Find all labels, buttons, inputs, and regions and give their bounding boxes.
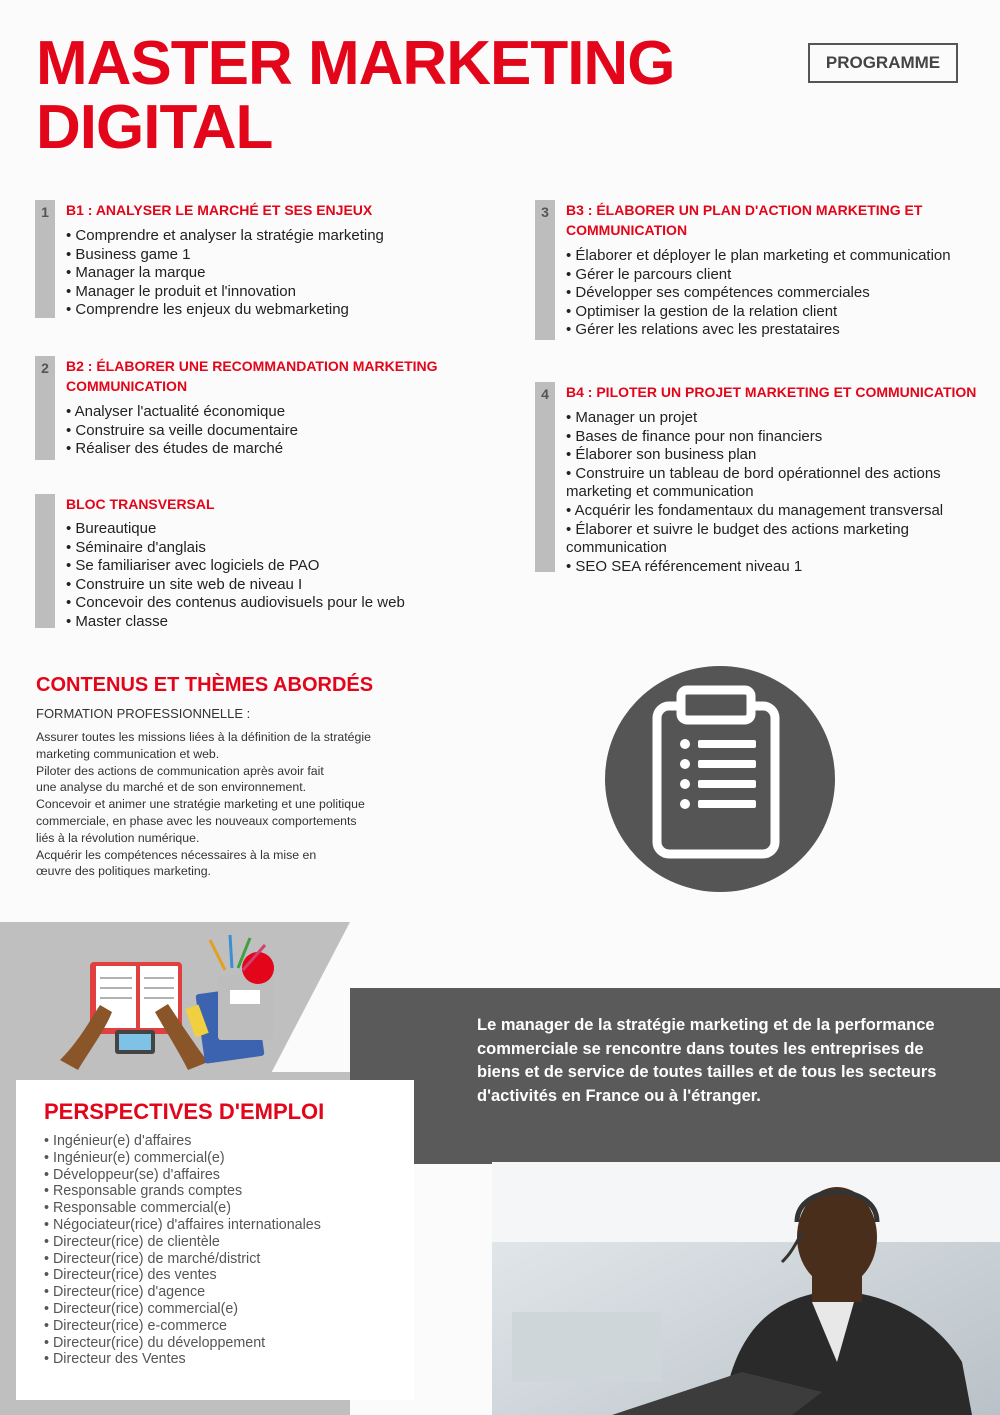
list-item: • Développer ses compétences commerciales <box>566 284 986 303</box>
title-line-2: DIGITAL <box>36 93 273 162</box>
perspectives-title: PERSPECTIVES D'EMPLOI <box>44 1099 325 1124</box>
list-item: • Manager la marque <box>66 264 384 283</box>
list-item: • Business game 1 <box>66 246 384 265</box>
programme-tag: PROGRAMME <box>808 43 958 83</box>
block-b1-title: B1 : ANALYSER LE MARCHÉ ET SES ENJEUX <box>66 202 373 218</box>
list-item: • Optimiser la gestion de la relation client <box>566 303 986 322</box>
list-item: • Réaliser des études de marché <box>66 440 298 459</box>
list-item: • Bases de finance pour non financiers <box>566 428 981 447</box>
list-item: • Directeur(rice) du développement <box>44 1335 321 1352</box>
manager-text: Le manager de la stratégie marketing et de la performance commerciale se rencontre dans toutes les entreprises de biens et de service de toutes tailles et de tous les secteurs d'activités en France ou à l'étranger. <box>477 1016 937 1105</box>
block-b3-list <box>566 247 986 340</box>
list-item: • Développeur(se) d'affaires <box>44 1167 321 1184</box>
contents-title: CONTENUS ET THÈMES ABORDÉS <box>36 674 374 696</box>
block-b1-number: 1 <box>41 204 49 220</box>
contents-line: liés à la révolution numérique. <box>36 830 200 845</box>
block-transversal-bar <box>35 494 55 628</box>
list-item: • Se familiariser avec logiciels de PAO <box>66 557 405 576</box>
block-b4-bar <box>535 382 555 572</box>
block-b4-number: 4 <box>541 386 549 402</box>
block-b2-title-line-1: B2 : ÉLABORER UNE RECOMMANDATION MARKETING <box>66 358 438 374</box>
block-b2-title-line-2: COMMUNICATION <box>66 378 188 394</box>
list-item: • Bureautique <box>66 520 405 539</box>
list-item: • Gérer les relations avec les prestataires <box>566 321 986 340</box>
call-center-photo <box>492 1162 1000 1415</box>
list-item: • Directeur(rice) d'agence <box>44 1284 321 1301</box>
block-b3-number: 3 <box>541 204 549 220</box>
list-item: • Directeur(rice) e-commerce <box>44 1318 321 1335</box>
list-item: • Ingénieur(e) commercial(e) <box>44 1150 321 1167</box>
block-b2 <box>35 356 475 476</box>
list-item: • Directeur des Ventes <box>44 1351 321 1368</box>
list-item: • Analyser l'actualité économique <box>66 403 298 422</box>
list-item: • Responsable commercial(e) <box>44 1200 321 1217</box>
block-b1 <box>35 200 455 320</box>
block-b1-list <box>66 227 384 320</box>
list-item: • Responsable grands comptes <box>44 1183 321 1200</box>
contents-subtitle: FORMATION PROFESSIONNELLE : <box>36 706 251 721</box>
block-b3 <box>535 200 985 345</box>
block-b4-list <box>566 409 981 576</box>
contents-line: Assurer toutes les missions liées à la définition de la stratégie <box>36 730 371 744</box>
list-item: • Gérer le parcours client <box>566 266 986 285</box>
desk-illustration <box>60 930 290 1070</box>
block-b4 <box>535 382 985 577</box>
block-b2-list <box>66 403 298 459</box>
list-item: • SEO SEA référencement niveau 1 <box>566 558 981 577</box>
list-item: • Ingénieur(e) d'affaires <box>44 1133 321 1150</box>
list-item: • Négociateur(rice) d'affaires internationales <box>44 1217 321 1234</box>
clipboard-icon <box>605 666 835 892</box>
block-b2-number: 2 <box>41 360 49 376</box>
block-transversal <box>35 494 475 634</box>
block-b3-title-line-2: COMMUNICATION <box>566 222 688 238</box>
block-b3-bar <box>535 200 555 340</box>
contents-line: marketing communication et web. <box>36 746 220 761</box>
contents-paragraph <box>36 729 426 880</box>
list-item: • Concevoir des contenus audiovisuels pour le web <box>66 594 405 613</box>
block-b2-title <box>66 356 438 396</box>
list-item: • Directeur(rice) de marché/district <box>44 1251 321 1268</box>
list-item: • Construire un site web de niveau I <box>66 576 405 595</box>
list-item: • Comprendre et analyser la stratégie marketing <box>66 227 384 246</box>
contents-line: Concevoir et animer une stratégie marketing et une politique <box>36 797 365 812</box>
list-item: • Comprendre les enjeux du webmarketing <box>66 301 384 320</box>
list-item: • Manager le produit et l'innovation <box>66 283 384 302</box>
block-b3-title <box>566 200 922 240</box>
block-transversal-list <box>66 520 405 632</box>
list-item: • Séminaire d'anglais <box>66 539 405 558</box>
block-transversal-title: BLOC TRANSVERSAL <box>66 496 215 512</box>
list-item: • Élaborer et suivre le budget des actions marketing communication <box>566 521 981 558</box>
list-item: • Élaborer son business plan <box>566 446 981 465</box>
contents-line: Piloter des actions de communication après avoir fait <box>36 763 324 778</box>
list-item: • Directeur(rice) commercial(e) <box>44 1301 321 1318</box>
block-b4-title: B4 : PILOTER UN PROJET MARKETING ET COMMUNICATION <box>566 384 977 400</box>
title-line-1: MASTER MARKETING <box>36 29 675 98</box>
page-title <box>36 29 736 162</box>
contents-line: commerciale, en phase avec les nouveaux comportements <box>36 813 357 828</box>
contents-line: Acquérir les compétences nécessaires à la mise en <box>36 847 317 862</box>
list-item: • Manager un projet <box>566 409 981 428</box>
list-item: • Directeur(rice) de clientèle <box>44 1234 321 1251</box>
list-item: • Construire un tableau de bord opérationnel des actions marketing et communication <box>566 465 981 502</box>
list-item: • Acquérir les fondamentaux du management transversal <box>566 502 981 521</box>
list-item: • Élaborer et déployer le plan marketing et communication <box>566 247 986 266</box>
list-item: • Construire sa veille documentaire <box>66 422 298 441</box>
perspectives-list <box>44 1133 321 1368</box>
contents-line: une analyse du marché et de son environnement. <box>36 780 307 795</box>
contents-line: œuvre des politiques marketing. <box>36 864 211 879</box>
list-item: • Master classe <box>66 613 405 632</box>
list-item: • Directeur(rice) des ventes <box>44 1267 321 1284</box>
block-b3-title-line-1: B3 : ÉLABORER UN PLAN D'ACTION MARKETING ET <box>566 202 923 218</box>
